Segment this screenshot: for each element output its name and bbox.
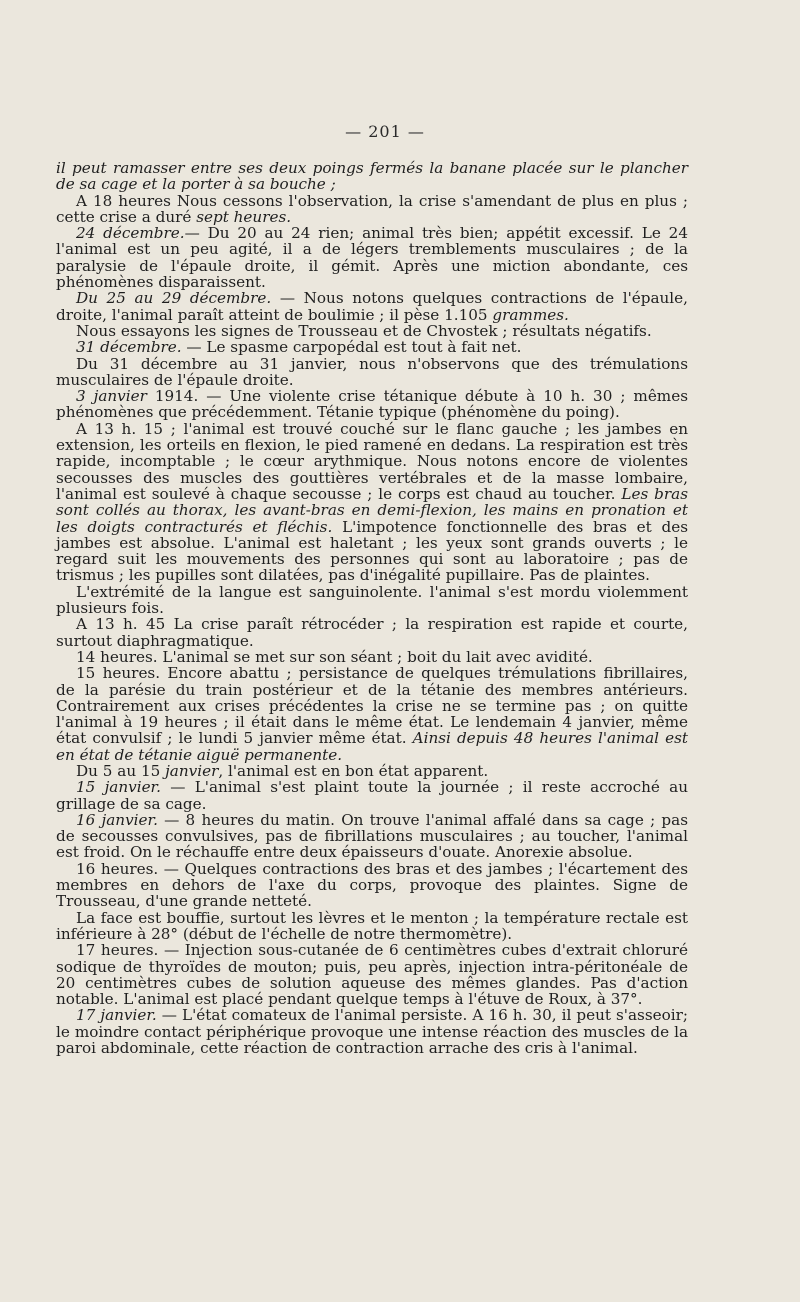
text-run: , l'animal est en bon état apparent. bbox=[218, 761, 489, 780]
text-run: L'extrémité de la langue est sanguinolente. l'animal s'est mordu violemment plusieurs fois. bbox=[56, 582, 688, 618]
text-run: L'impotence fonctionnelle des bras et des jambes est absolue. L'animal est haletant ; les yeux sont grands ouverts ; le regard suit les mouvements des personnes qui sont au laboratoire ; pas de trismus ; les pupilles sont dilatées, pas d'inégalité pupillaire. Pas de plaintes. bbox=[56, 517, 688, 585]
text-run: 14 heures. L'animal se met sur son séant ; boit du lait avec avidité. bbox=[76, 647, 593, 666]
text-run: 15 heures. Encore abattu ; persistance de quelques trémulations fibrillaires, de la parésie du train postérieur et de la tétanie des membres antérieurs. Contrairement aux crises précédentes la crise ne se termine pas ; on quitte l'animal à 19 heures ; il était dans le même état. Le lendemain 4 janvier, même état convulsif ; le lundi 5 janvier même état. bbox=[56, 664, 688, 748]
italic-text: Du 25 au 29 décembre. bbox=[76, 289, 272, 308]
paragraph bbox=[56, 665, 688, 763]
paragraph bbox=[56, 290, 688, 323]
italic-text: grammes. bbox=[492, 305, 569, 324]
paragraph bbox=[56, 763, 688, 779]
paragraph bbox=[56, 1007, 688, 1056]
text-run: — Nous notons quelques contractions de l'épaule, droite, l'animal paraît atteint de boulimie ; il pèse 1.105 bbox=[56, 289, 688, 324]
italic-text: il peut ramasser entre ses deux poings fermés la banane placée sur le plancher de sa cage et la porter à sa bouche ; bbox=[56, 159, 688, 194]
paragraph bbox=[56, 160, 688, 193]
text-run: La face est bouffie, surtout les lèvres et le menton ; la température rectale est inférieure à 28° (début de l'échelle de notre thermomètre). bbox=[56, 908, 688, 943]
paragraph bbox=[56, 225, 688, 290]
paragraph bbox=[56, 910, 688, 943]
italic-text: 17 janvier. bbox=[76, 1006, 157, 1025]
text-run: A 13 h. 15 ; l'animal est trouvé couché sur le flanc gauche ; les jambes en extension, les orteils en flexion, le pied ramené en dedans. La respiration est très rapide, incomptable ; le cœur arythmique. Nous notons encore de violentes secousses des muscles des gouttières vertébrales et de la masse lombaire, l'animal est soulevé à chaque secousse ; le corps est chaud au toucher. bbox=[56, 419, 688, 503]
text-run: Du 5 au 15 bbox=[76, 761, 166, 780]
paragraph bbox=[56, 356, 688, 389]
text-run: Nous essayons les signes de Trousseau et de Chvostek ; résultats négatifs. bbox=[76, 321, 652, 340]
paragraph bbox=[56, 861, 688, 910]
page-number: — 201 — bbox=[345, 122, 425, 141]
text-run: — 8 heures du matin. On trouve l'animal affalé dans sa cage ; pas de secousses convulsives, pas de fibrillations musculaires ; au toucher, l'animal est froid. On le réchauffe entre deux épaisseurs d'ouate. Anorexie absolue. bbox=[56, 810, 688, 862]
italic-text: 16 janvier. bbox=[76, 810, 158, 829]
text-run: 1914. — Une violente crise tétanique débute à 10 h. 30 ; mêmes phénomènes que précédemment. Tétanie typique (phénomène du poing). bbox=[56, 387, 688, 422]
italic-text: Ainsi depuis 48 heures l'animal est en état de tétanie aiguë permanente. bbox=[56, 729, 688, 764]
text-run: 16 heures. — Quelques contractions des bras et des jambes ; l'écartement des membres en dehors de l'axe du corps, provoque des plaintes. Signe de Trousseau, d'une grande netteté. bbox=[56, 859, 688, 911]
paragraph bbox=[56, 193, 688, 226]
text-run: 17 heures. — Injection sous-cutanée de 6 centimètres cubes d'extrait chloruré sodique de thyroïdes de mouton; puis, peu après, injection intra-péritonéale de 20 centimètres cubes de solution aqueuse des mêmes glandes. Pas d'action notable. L'animal est placé pendant quelque temps à l'étuve de Roux, à 37°. bbox=[56, 941, 688, 1009]
paragraph bbox=[56, 812, 688, 861]
text-run: Du 31 décembre au 31 janvier, nous n'observons que des trémulations musculaires de l'épaule droite. bbox=[56, 354, 688, 389]
text-run: — Le spasme carpopédal est tout à fait net. bbox=[181, 338, 522, 357]
paragraph bbox=[56, 779, 688, 812]
paragraph bbox=[56, 421, 688, 584]
paragraph bbox=[56, 584, 688, 617]
italic-text: 15 janvier. bbox=[76, 778, 161, 797]
text-run: — L'animal s'est plaint toute la journée ; il reste accroché au grillage de sa cage. bbox=[56, 778, 688, 813]
paragraph bbox=[56, 942, 688, 1007]
italic-text: 24 décembre. bbox=[76, 224, 185, 243]
body-text bbox=[56, 160, 688, 1056]
italic-text: 3 janvier bbox=[76, 387, 147, 406]
text-run: A 13 h. 45 La crise paraît rétrocéder ; la respiration est rapide et courte, surtout diaphragmatique. bbox=[56, 615, 688, 650]
paragraph bbox=[56, 388, 688, 421]
paragraph bbox=[56, 339, 688, 355]
paragraph bbox=[56, 649, 688, 665]
italic-text: Les bras sont collés au thorax, les avant-bras en demi-flexion, les mains en pronation et les doigts contracturés et fléchis. bbox=[56, 484, 688, 536]
text-run: — L'état comateux de l'animal persiste. A 16 h. 30, il peut s'asseoir; le moindre contact périphérique provoque une intense réaction des muscles de la paroi abdominale, cette réaction de contraction arrache des cris à l'animal. bbox=[56, 1006, 688, 1058]
paragraph bbox=[56, 323, 688, 339]
text-run: A 18 heures Nous cessons l'observation, la crise s'amendant de plus en plus ; cette crise a duré bbox=[56, 191, 688, 226]
paragraph bbox=[56, 616, 688, 649]
italic-text: 31 décembre. bbox=[76, 338, 182, 357]
italic-text: janvier bbox=[165, 761, 219, 780]
italic-text: sept heures. bbox=[196, 207, 292, 226]
text-run: — Du 20 au 24 rien; animal très bien; appétit excessif. Le 24 l'animal est un peu agité, il a de légers tremblements musculaires ; de la paralysie de l'épaule droite, il gémit. Après une miction abondante, ces phénomènes disparaissent. bbox=[56, 224, 688, 292]
